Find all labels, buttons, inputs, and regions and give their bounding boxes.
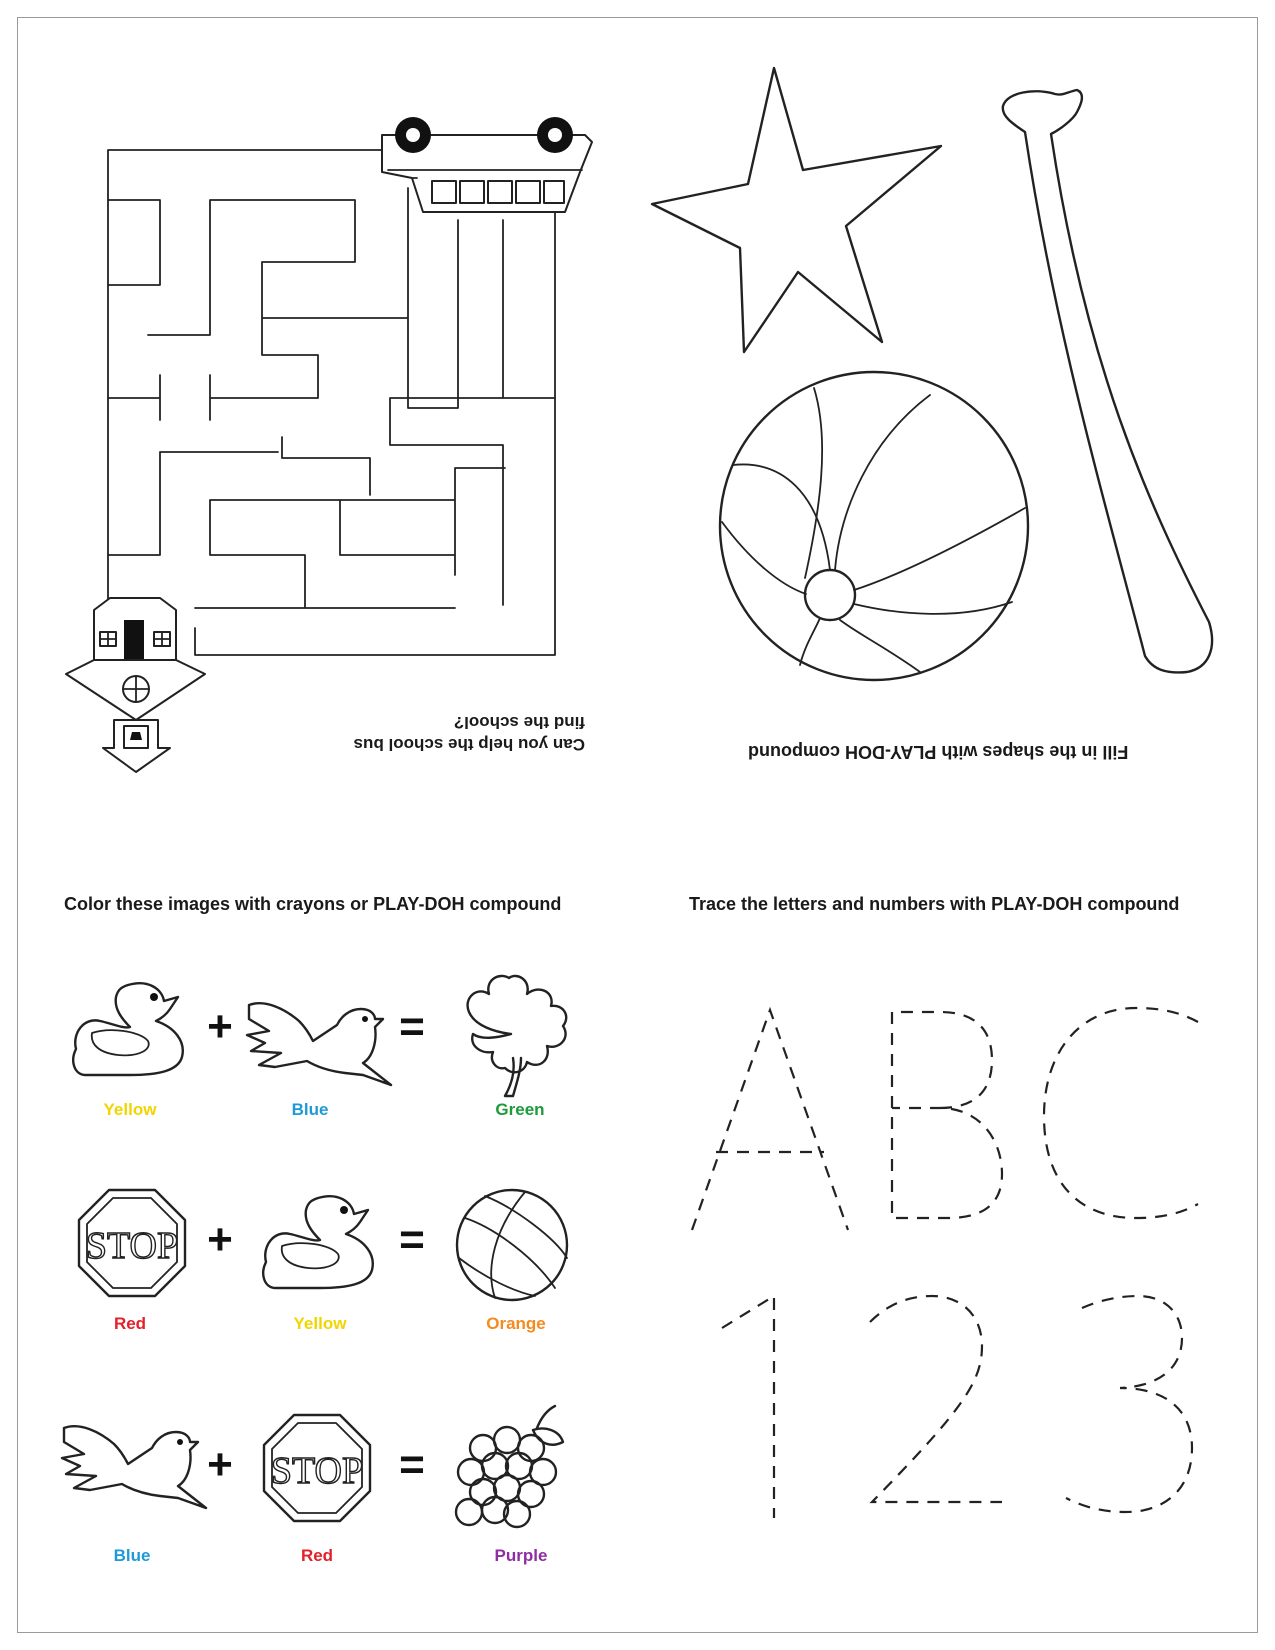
plus-sign: +: [207, 1440, 233, 1489]
school-house-icon: [66, 598, 205, 772]
maze-instruction-line-2: find the school?: [453, 713, 585, 732]
trace-number-3: [1066, 1296, 1192, 1512]
maze-instruction: [330, 711, 585, 755]
equals-sign: =: [399, 1440, 425, 1489]
duck-icon: [70, 975, 190, 1075]
stop-sign-icon: [77, 1188, 187, 1298]
school-bus-icon: [0, 0, 592, 212]
trace-number-1: [722, 1296, 774, 1518]
stop-sign-text: STOP: [85, 1225, 179, 1267]
color-label: Green: [495, 1100, 545, 1119]
trace-number-2: [870, 1296, 1002, 1502]
color-label: Purple: [494, 1546, 548, 1565]
color-label: Orange: [486, 1314, 546, 1333]
stop-sign-text: STOP: [270, 1450, 364, 1492]
maze: [0, 0, 600, 800]
tracing-letters: [680, 990, 1240, 1550]
star-shape: [640, 60, 940, 380]
color-label: Yellow: [293, 1314, 347, 1333]
equals-sign: =: [399, 1215, 425, 1264]
color-instruction: Color these images with crayons or PLAY-DOH compound: [64, 894, 562, 914]
stop-sign-icon: [262, 1413, 372, 1523]
plus-sign: +: [207, 1215, 233, 1264]
shapes-instruction: Fill in the shapes with PLAY-DOH compound: [748, 742, 1129, 762]
color-label: Yellow: [103, 1100, 157, 1119]
color-label: Red: [113, 1314, 147, 1333]
equals-sign: =: [399, 1002, 425, 1051]
beach-ball-shape: [720, 380, 1040, 700]
trace-letter-b: [892, 1012, 1002, 1218]
bird-icon: [60, 1418, 210, 1513]
maze-instruction-line-1: Can you help the school bus: [353, 735, 585, 754]
duck-icon: [260, 1188, 380, 1288]
plus-sign: +: [207, 1002, 233, 1051]
color-label: Red: [300, 1546, 334, 1565]
color-label: Blue: [291, 1100, 329, 1119]
color-label: Blue: [113, 1546, 151, 1565]
trace-letter-c: [1044, 1008, 1198, 1218]
trace-letter-a: [692, 1010, 848, 1230]
trace-instruction: Trace the letters and numbers with PLAY-DOH compound: [689, 894, 1180, 914]
grapes-icon: [455, 1400, 575, 1530]
bird-icon: [245, 995, 395, 1090]
clover-icon: [455, 970, 575, 1100]
basketball-icon: [455, 1188, 571, 1304]
